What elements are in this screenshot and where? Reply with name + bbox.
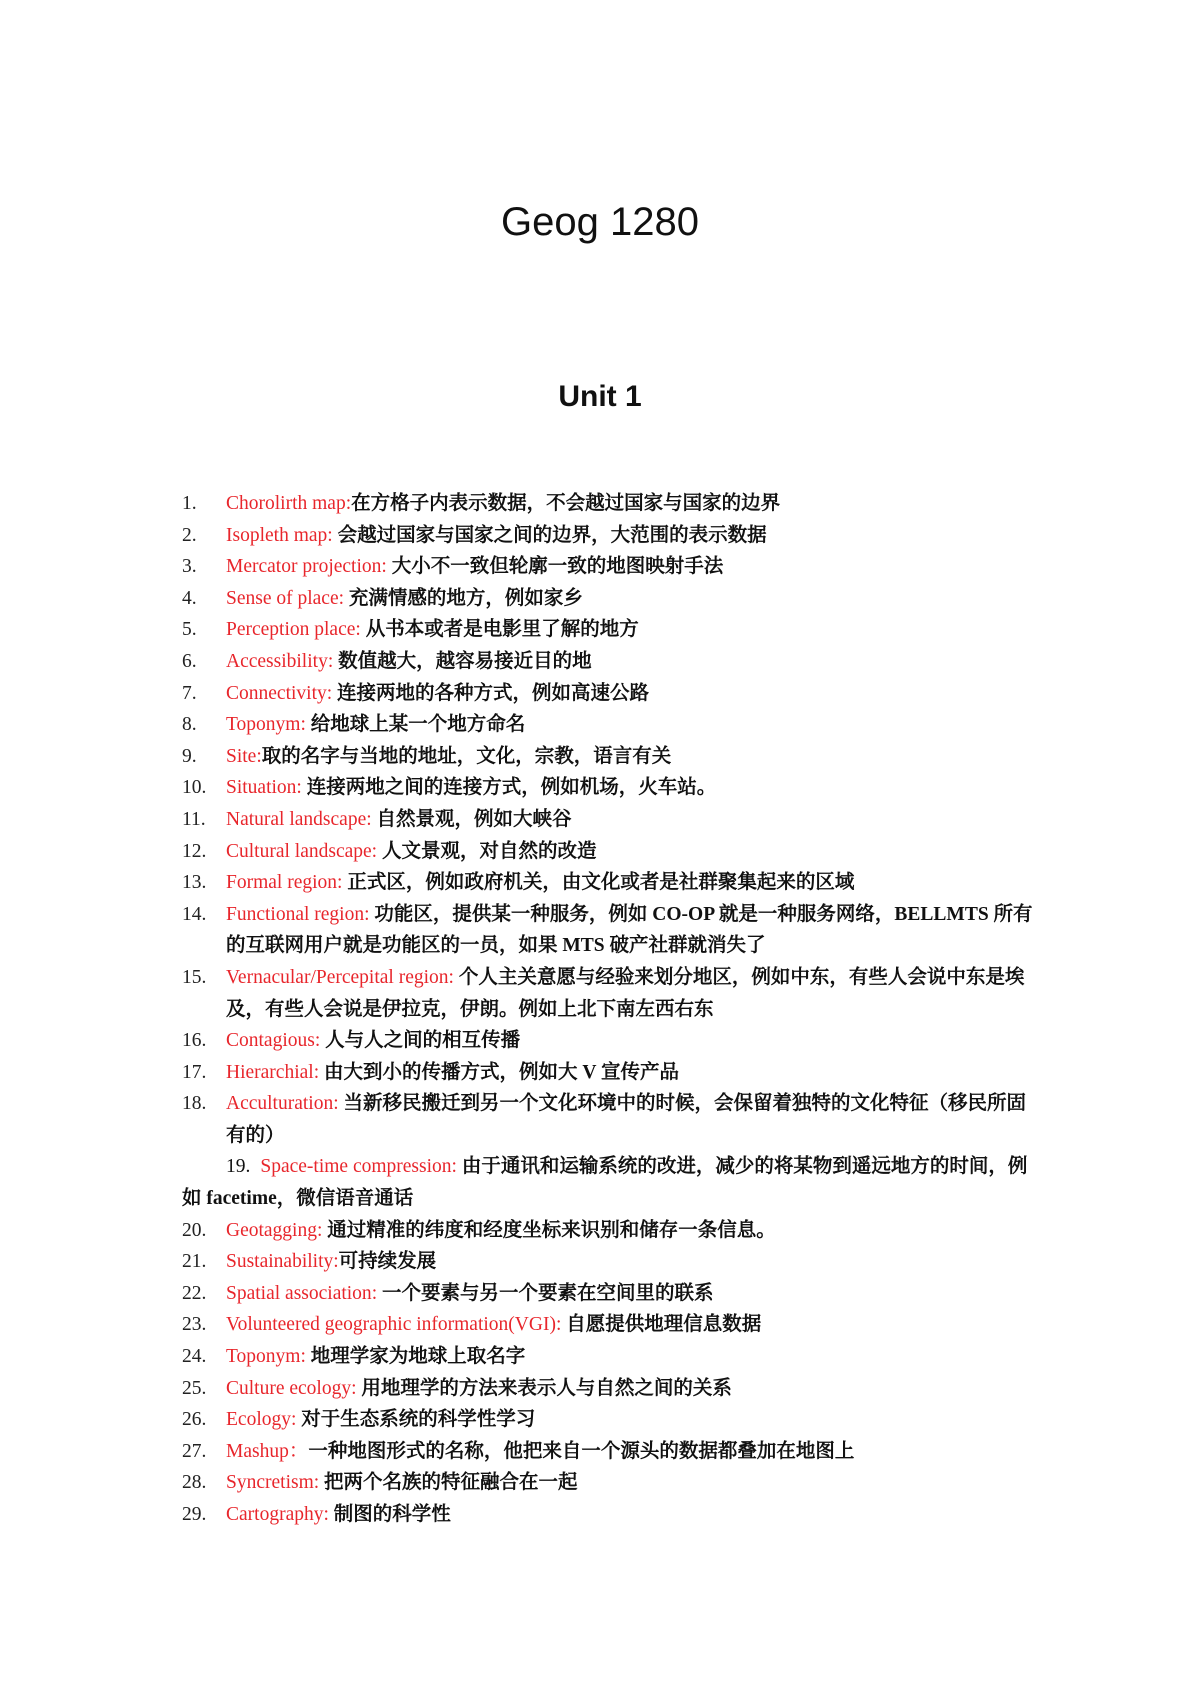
- term-definition: 人文景观，对自然的改造: [381, 840, 597, 862]
- item-number: 26.: [182, 1409, 207, 1431]
- term-definition: 会越过国家与国家之间的边界，大范围的表示数据: [337, 524, 767, 546]
- item-number: 8.: [182, 714, 197, 736]
- term-definition: 连接两地之间的连接方式，例如机场，火车站。: [306, 777, 717, 799]
- term-separator: :: [451, 1156, 462, 1178]
- term-definition: 正式区，例如政府机关，由文化或者是社群聚集起来的区域: [347, 872, 855, 894]
- term-definition: 一个要素与另一个要素在空间里的联系: [381, 1282, 714, 1304]
- term-separator: :: [300, 1346, 311, 1368]
- item-number: 9.: [182, 745, 197, 767]
- term-label: Formal region: [226, 872, 338, 894]
- term-label: Functional region: [226, 903, 365, 925]
- term-label: Contagious: [226, 1030, 315, 1052]
- item-number: 23.: [182, 1314, 207, 1336]
- glossary-item: [182, 962, 1042, 1025]
- item-number: 25.: [182, 1377, 207, 1399]
- term-label: Culture ecology: [226, 1377, 352, 1399]
- term-label: Sense of place: [226, 587, 339, 609]
- item-number: 14.: [182, 903, 207, 925]
- term-separator: :: [355, 619, 366, 641]
- term-separator: :: [313, 1472, 325, 1494]
- glossary-item: [182, 614, 1042, 646]
- glossary-item: [182, 741, 1042, 773]
- item-number: 29.: [182, 1504, 207, 1525]
- term-label: Connectivity: [226, 682, 327, 704]
- term-separator: :: [327, 524, 338, 546]
- glossary-item: [182, 1373, 1042, 1405]
- term-definition: 由于通讯和运输系统的改进，减少的将某物到遥远地方的时间，例如 facetime，微信语音通话: [182, 1156, 1028, 1210]
- term-separator: :: [333, 1093, 344, 1115]
- term-definition: 从书本或者是电影里了解的地方: [365, 619, 639, 641]
- term-label: Isopleth map: [226, 524, 328, 546]
- glossary-item: [182, 836, 1042, 868]
- glossary-item: [182, 551, 1042, 583]
- item-number: 4.: [182, 587, 197, 609]
- term-label: Situation: [226, 777, 297, 799]
- term-definition: 数值越大，越容易接近目的地: [338, 650, 592, 672]
- term-separator: :: [333, 1251, 339, 1273]
- glossary-item: [182, 1088, 1042, 1151]
- glossary-item: [182, 1246, 1042, 1278]
- glossary-item: [182, 1404, 1042, 1436]
- item-number: 2.: [182, 524, 197, 546]
- glossary-item: [182, 488, 1042, 520]
- term-separator: :: [323, 1504, 334, 1525]
- glossary-item: [182, 709, 1042, 741]
- term-label: Cartography: [226, 1504, 324, 1525]
- term-separator: :: [381, 556, 392, 578]
- item-number: 1.: [182, 493, 197, 514]
- term-definition: 在方格子内表示数据，不会越过国家与国家的边界: [351, 493, 781, 514]
- item-number: 20.: [182, 1219, 207, 1241]
- term-definition: 由大到小的传播方式，例如大 V 宣传产品: [324, 1061, 679, 1083]
- glossary-item: [182, 1341, 1042, 1373]
- term-separator: :: [351, 1377, 362, 1399]
- term-separator: :: [300, 714, 311, 736]
- term-separator: :: [371, 840, 382, 862]
- item-number: 18.: [182, 1093, 207, 1115]
- term-definition: 当新移民搬迁到另一个文化环境中的时候，会保留着独特的文化特征（移民所固有的）: [226, 1093, 1027, 1146]
- glossary-item: [182, 1499, 1042, 1531]
- glossary-item: [182, 1436, 1042, 1468]
- term-definition: 连接两地的各种方式，例如高速公路: [337, 682, 650, 704]
- term-separator: ：: [288, 1440, 309, 1462]
- glossary-list: [182, 488, 1042, 1531]
- term-label: Hierarchial: [226, 1061, 314, 1083]
- term-definition: 人与人之间的相互传播: [325, 1030, 521, 1052]
- term-label: Toponym: [226, 1346, 301, 1368]
- term-definition: 把两个名族的特征融合在一起: [324, 1472, 578, 1494]
- term-definition: 制图的科学性: [333, 1504, 451, 1525]
- item-number: 12.: [182, 840, 207, 862]
- term-separator: :: [338, 587, 349, 609]
- glossary-item: [182, 1215, 1042, 1247]
- term-separator: :: [314, 1030, 326, 1052]
- term-definition: 给地球上某一个地方命名: [310, 714, 526, 736]
- term-definition: 充满情感的地方，例如家乡: [348, 587, 583, 609]
- term-label: Accessibility: [226, 650, 328, 672]
- item-number: 16.: [182, 1030, 207, 1052]
- term-definition: 对于生态系统的科学性学习: [301, 1409, 536, 1431]
- item-number: 10.: [182, 777, 207, 799]
- glossary-item: [182, 772, 1042, 804]
- term-label: Toponym: [226, 714, 301, 736]
- term-separator: :: [448, 966, 459, 988]
- glossary-item: [182, 1467, 1042, 1499]
- term-label: Ecology: [226, 1409, 291, 1431]
- glossary-item: [182, 1151, 1042, 1214]
- glossary-item: [182, 646, 1042, 678]
- term-label: Perception place: [226, 619, 356, 641]
- term-separator: :: [296, 777, 307, 799]
- term-definition: 自然景观，例如大峡谷: [376, 808, 572, 830]
- glossary-item: [182, 804, 1042, 836]
- item-number: 17.: [182, 1061, 207, 1083]
- term-label: Mercator projection: [226, 556, 382, 578]
- item-number: 13.: [182, 872, 207, 894]
- glossary-item: [182, 1278, 1042, 1310]
- term-definition: 用地理学的方法来表示人与自然之间的关系: [361, 1377, 732, 1399]
- term-definition: 功能区，提供某一种服务，例如 CO-OP 就是一种服务网络，BELLMTS 所有的互联网用户就是功能区的一员，如果 MTS 破产社群就消失了: [226, 903, 1033, 957]
- item-number: 27.: [182, 1440, 207, 1462]
- term-separator: :: [366, 808, 377, 830]
- term-definition: 自愿提供地理信息数据: [566, 1314, 762, 1336]
- glossary-item: [182, 1025, 1042, 1057]
- item-number: 6.: [182, 650, 197, 672]
- term-separator: :: [326, 682, 338, 704]
- glossary-item: [182, 1057, 1042, 1089]
- term-definition: 取的名字与当地的地址，文化，宗教，语言有关: [261, 745, 672, 767]
- term-definition: 可持续发展: [338, 1251, 437, 1273]
- term-separator: :: [256, 745, 262, 767]
- term-separator: :: [345, 493, 352, 514]
- term-label: Syncretism: [226, 1472, 314, 1494]
- term-definition: 一种地图形式的名称，他把来自一个源头的数据都叠加在地图上: [308, 1440, 855, 1462]
- term-label: Space-time compression: [260, 1156, 452, 1178]
- term-label: Vernacular/Percepital region: [226, 966, 449, 988]
- term-separator: :: [364, 903, 375, 925]
- item-number: 19.: [226, 1156, 251, 1178]
- term-label: Geotagging: [226, 1219, 317, 1241]
- glossary-item: [182, 520, 1042, 552]
- term-definition: 地理学家为地球上取名字: [310, 1346, 526, 1368]
- glossary-item: [182, 583, 1042, 615]
- term-separator: :: [327, 650, 339, 672]
- glossary-item: [182, 678, 1042, 710]
- term-label: Site: [226, 745, 257, 767]
- term-definition: 大小不一致但轮廓一致的地图映射手法: [391, 556, 724, 578]
- term-definition: 个人主关意愿与经验来划分地区，例如中东，有些人会说中东是埃及，有些人会说是伊拉克，伊朗。例如上北下南左西右东: [226, 966, 1025, 1020]
- term-label: Natural landscape: [226, 808, 367, 830]
- item-number: 11.: [182, 808, 206, 830]
- unit-heading: Unit 1: [558, 380, 642, 413]
- term-separator: :: [316, 1219, 328, 1241]
- term-separator: :: [555, 1314, 567, 1336]
- term-label: Cultural landscape: [226, 840, 372, 862]
- item-number: 7.: [182, 682, 197, 704]
- term-label: Sustainability: [226, 1251, 334, 1273]
- item-number: 28.: [182, 1472, 207, 1494]
- item-number: 22.: [182, 1282, 207, 1304]
- glossary-item: [182, 1309, 1042, 1341]
- term-separator: :: [313, 1061, 324, 1083]
- glossary-item: [182, 899, 1042, 962]
- term-definition: 通过精准的纬度和经度坐标来识别和储存一条信息。: [327, 1219, 776, 1241]
- term-separator: :: [371, 1282, 382, 1304]
- term-label: Chorolirth map: [226, 493, 346, 514]
- term-label: Mashup: [226, 1440, 289, 1462]
- term-separator: :: [337, 872, 348, 894]
- item-number: 24.: [182, 1346, 207, 1368]
- glossary-item: [182, 867, 1042, 899]
- item-number: 21.: [182, 1251, 207, 1273]
- item-number: 3.: [182, 556, 197, 578]
- item-number: 15.: [182, 966, 207, 988]
- document-title: Geog 1280: [501, 200, 699, 244]
- item-number: 5.: [182, 619, 197, 641]
- term-label: Volunteered geographic information(VGI): [226, 1314, 556, 1336]
- term-separator: :: [290, 1409, 302, 1431]
- term-label: Spatial association: [226, 1282, 372, 1304]
- term-label: Acculturation: [226, 1093, 334, 1115]
